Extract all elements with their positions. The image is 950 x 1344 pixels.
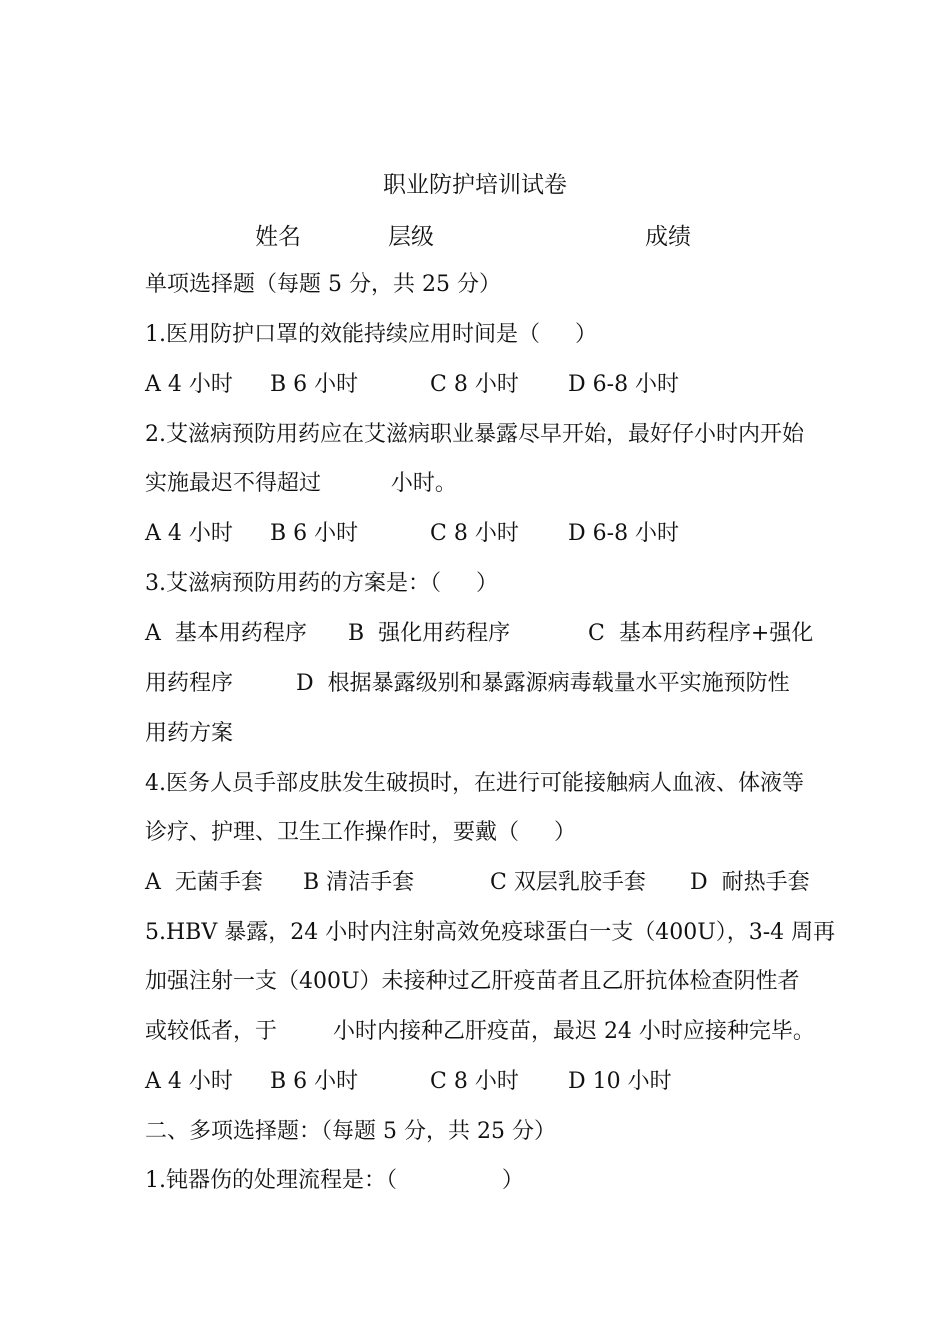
q5-option-d: D 10 小时 — [568, 1069, 672, 1094]
level-label: 层级 — [388, 224, 434, 250]
q5-option-c: C 8 小时 — [430, 1069, 519, 1094]
q3-option-d-continued: 用药方案 — [145, 721, 234, 746]
section2-question-1-text: 1.钝器伤的处理流程是：（ ） — [145, 1168, 524, 1193]
q2-option-b: B 6 小时 — [270, 521, 359, 546]
score-label: 成绩 — [645, 224, 691, 250]
question-3-text: 3.艾滋病预防用药的方案是：（ ） — [145, 571, 498, 596]
q2-option-a: A 4 小时 — [145, 521, 233, 546]
q5-option-a: A 4 小时 — [145, 1069, 233, 1094]
question-4-text-line2: 诊疗、护理、卫生工作操作时，要戴（ ） — [145, 820, 576, 845]
q4-option-a: A 无菌手套 — [145, 870, 263, 895]
q1-option-b: B 6 小时 — [270, 372, 359, 397]
q4-option-b: B 清洁手套 — [303, 870, 415, 895]
q4-option-c: C 双层乳胶手套 — [490, 870, 646, 895]
q3-option-d: D 根据暴露级别和暴露源病毒载量水平实施预防性 — [296, 671, 790, 696]
question-5-text-line1: 5.HBV 暴露，24 小时内注射高效免疫球蛋白一支（400U），3-4 周再 — [145, 920, 836, 945]
q1-option-c: C 8 小时 — [430, 372, 519, 397]
q2-option-c: C 8 小时 — [430, 521, 519, 546]
q1-option-d: D 6-8 小时 — [568, 372, 680, 397]
question-1-text: 1.医用防护口罩的效能持续应用时间是（ ） — [145, 322, 597, 347]
section1-heading: 单项选择题（每题 5 分，共 25 分） — [145, 272, 501, 297]
q3-option-b: B 强化用药程序 — [348, 621, 511, 646]
name-label: 姓名 — [255, 224, 301, 250]
q3-option-c: C 基本用药程序+强化 — [588, 621, 814, 646]
q4-option-d: D 耐热手套 — [690, 870, 810, 895]
section2-heading: 二、多项选择题：（每题 5 分，共 25 分） — [145, 1119, 556, 1144]
exam-title: 职业防护培训试卷 — [383, 172, 567, 198]
question-2-text-line2: 实施最迟不得超过 小时。 — [145, 471, 457, 496]
q3-option-c-continued: 用药程序 — [145, 671, 234, 696]
q5-option-b: B 6 小时 — [270, 1069, 359, 1094]
q3-option-a: A 基本用药程序 — [145, 621, 307, 646]
question-2-text-line1: 2.艾滋病预防用药应在艾滋病职业暴露尽早开始，最好仔小时内开始 — [145, 422, 804, 447]
question-5-text-line2: 加强注射一支（400U）未接种过乙肝疫苗者且乙肝抗体检查阴性者 — [145, 969, 800, 994]
question-5-text-line3: 或较低者，于 小时内接种乙肝疫苗，最迟 24 小时应接种完毕。 — [145, 1019, 815, 1044]
question-4-text-line1: 4.医务人员手部皮肤发生破损时，在进行可能接触病人血液、体液等 — [145, 771, 804, 796]
q1-option-a: A 4 小时 — [145, 372, 233, 397]
q2-option-d: D 6-8 小时 — [568, 521, 680, 546]
